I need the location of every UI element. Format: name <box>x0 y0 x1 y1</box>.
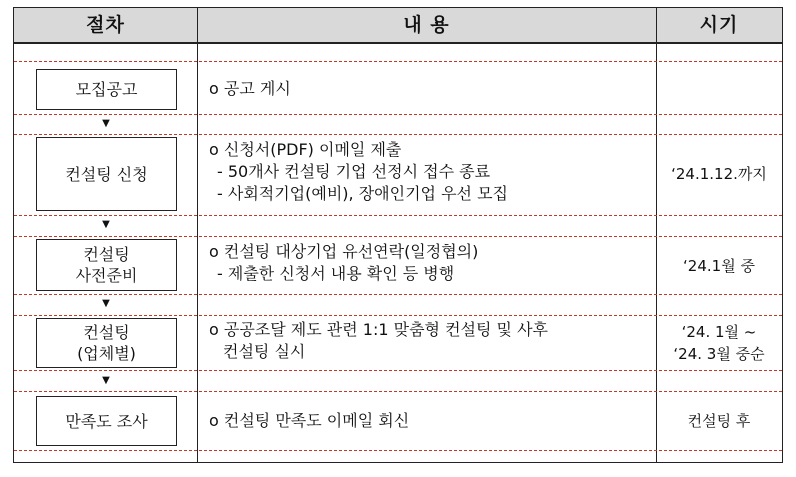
time-survey: 컨설팅 후 <box>687 412 751 430</box>
row-divider <box>14 315 782 316</box>
row-divider <box>14 215 782 216</box>
time-line: ‘24. 3월 중순 <box>673 345 765 363</box>
step-label: 컨설팅 <box>83 245 130 264</box>
header-step: 절차 <box>86 14 125 36</box>
down-arrow-icon: ▼ <box>102 298 110 309</box>
time-application: ‘24.1.12.까지 <box>671 165 767 183</box>
column-divider <box>197 8 198 462</box>
content-application <box>209 139 508 205</box>
step-label: 모집공고 <box>75 80 138 99</box>
content-preparation <box>209 241 478 285</box>
content-line: o 신청서(PDF) 이메일 제출 <box>209 140 402 159</box>
procedure-table <box>13 7 783 463</box>
step-label: 컨설팅 <box>83 323 130 342</box>
content-line: - 50개사 컨설팅 기업 선정시 접수 종료 <box>217 162 491 181</box>
row-divider <box>14 450 782 451</box>
column-divider <box>656 8 657 462</box>
content-line: o 컨설팅 대상기업 유선연락(일정협의) <box>209 242 479 261</box>
time-line: ‘24. 1월 ~ <box>681 323 757 341</box>
content-consulting <box>209 319 548 363</box>
step-box-survey <box>36 396 177 446</box>
row-divider <box>14 294 782 295</box>
step-box-preparation <box>36 239 177 291</box>
content-recruitment <box>209 78 291 100</box>
step-label: 컨설팅 신청 <box>65 164 148 184</box>
time-consulting <box>656 321 782 365</box>
row-divider <box>14 114 782 115</box>
table-header <box>14 8 782 44</box>
step-box-application <box>36 137 177 211</box>
time-preparation: ‘24.1월 중 <box>683 257 755 275</box>
row-divider <box>14 370 782 371</box>
step-label: 사전준비 <box>75 266 138 285</box>
content-survey <box>209 410 409 432</box>
header-time: 시기 <box>699 14 739 36</box>
content-line: o 공고 게시 <box>209 79 291 98</box>
step-label: 만족도 조사 <box>65 411 148 431</box>
down-arrow-icon: ▼ <box>102 219 110 230</box>
row-divider <box>14 391 782 392</box>
step-label: (업체별) <box>77 344 136 363</box>
row-divider <box>14 236 782 237</box>
header-content: 내 용 <box>403 14 450 36</box>
row-divider <box>14 134 782 135</box>
content-line: o 공공조달 제도 관련 1:1 맞춤형 컨설팅 및 사후 <box>209 320 548 339</box>
step-box-consulting <box>36 318 177 368</box>
step-box-recruitment <box>36 69 177 110</box>
row-divider <box>14 61 782 62</box>
content-line: o 컨설팅 만족도 이메일 회신 <box>209 411 410 430</box>
content-line: 컨설팅 실시 <box>223 342 306 361</box>
content-line: - 사회적기업(예비), 장애인기업 우선 모집 <box>217 184 508 203</box>
content-line: - 제출한 신청서 내용 확인 등 병행 <box>217 264 455 283</box>
down-arrow-icon: ▼ <box>102 375 110 386</box>
down-arrow-icon: ▼ <box>102 118 110 129</box>
